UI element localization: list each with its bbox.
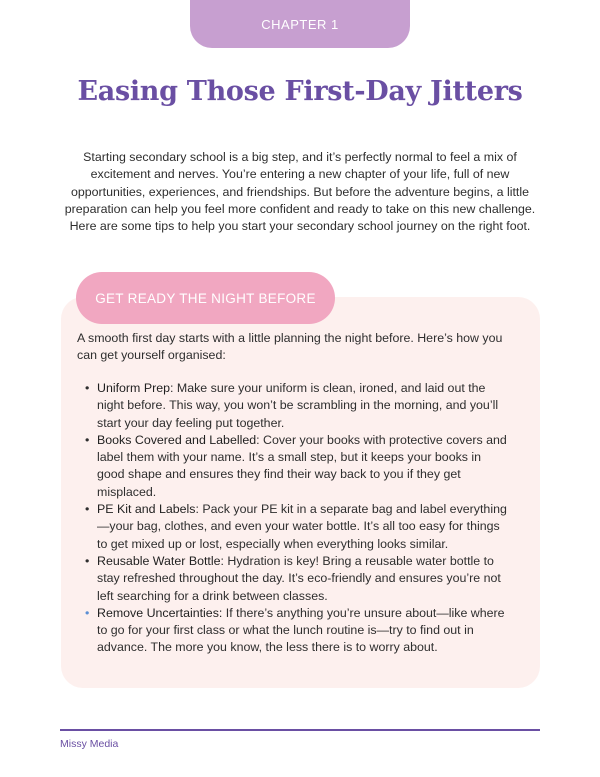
tip-term: PE Kit and Labels [97, 502, 196, 517]
bullet-icon: • [85, 432, 90, 447]
intro-paragraph: Starting secondary school is a big step, and it’s perfectly normal to feel a mix of excitement and nerves. You’re entering a new chapter of your life, full of new opportunities, experiences, and friendships. But before the adventure begins, a little preparation can help you feel more confident and ready to take on this new challenge. Here are some tips to help you start your secondary school journey on the right foot. [64, 150, 536, 234]
tip-text: Hydration is key! Bring a reusable water bottle to stay refreshed throughout the day. It’s eco-friendly and ensures you’re not left searching for a drink between classes. [97, 553, 501, 603]
list-item [85, 380, 509, 432]
tip-text: Cover your books with protective covers and label them with your name. It’s a small step, but it keeps your books in good shape and ensures they find their way back to you if they get misplaced. [97, 432, 507, 499]
page-title: Easing Those First-Day Jitters [77, 76, 523, 107]
bullet-icon: • [85, 502, 90, 517]
section-lead: A smooth first day starts with a little planning the night before. Here’s how you can get yourself organised: [77, 331, 503, 363]
list-item [85, 553, 509, 605]
list-item [85, 605, 509, 657]
tip-term: Books Covered and Labelled [97, 432, 257, 447]
footer-divider [60, 729, 540, 731]
tip-term: Uniform Prep [97, 381, 170, 395]
list-item [85, 501, 509, 553]
bullet-icon: • [85, 381, 90, 395]
tip-separator: : [220, 553, 228, 568]
tip-term: Remove Uncertainties: [97, 605, 223, 620]
chapter-tab [190, 0, 410, 48]
tips-list [85, 380, 509, 657]
section-heading-pill [76, 272, 335, 324]
bullet-icon: • [85, 605, 90, 620]
tip-separator: : [170, 381, 177, 395]
tip-term: Reusable Water Bottle [97, 553, 221, 568]
section-heading: GET READY THE NIGHT BEFORE [95, 290, 316, 306]
tip-separator: : [256, 432, 264, 447]
tip-text: Pack your PE kit in a separate bag and label everything—your bag, clothes, and even your water bottle. It’s all too easy for things to get mixed up or lost, especially when everything looks similar. [97, 502, 507, 551]
tip-text: If there’s anything you’re unsure about—like where to go for your first class or what the lunch routine is—try to find out in advance. The more you know, the less there is to worry about. [97, 605, 505, 655]
chapter-label: CHAPTER 1 [261, 16, 339, 32]
footer-brand: Missy Media [60, 738, 119, 750]
list-item [85, 432, 509, 501]
bullet-icon: • [85, 553, 90, 568]
tip-separator: : [195, 502, 203, 517]
tip-text: Make sure your uniform is clean, ironed, and laid out the night before. This way, you won’t be scrambling in the morning, and you’ll start your day feeling put together. [97, 381, 499, 430]
